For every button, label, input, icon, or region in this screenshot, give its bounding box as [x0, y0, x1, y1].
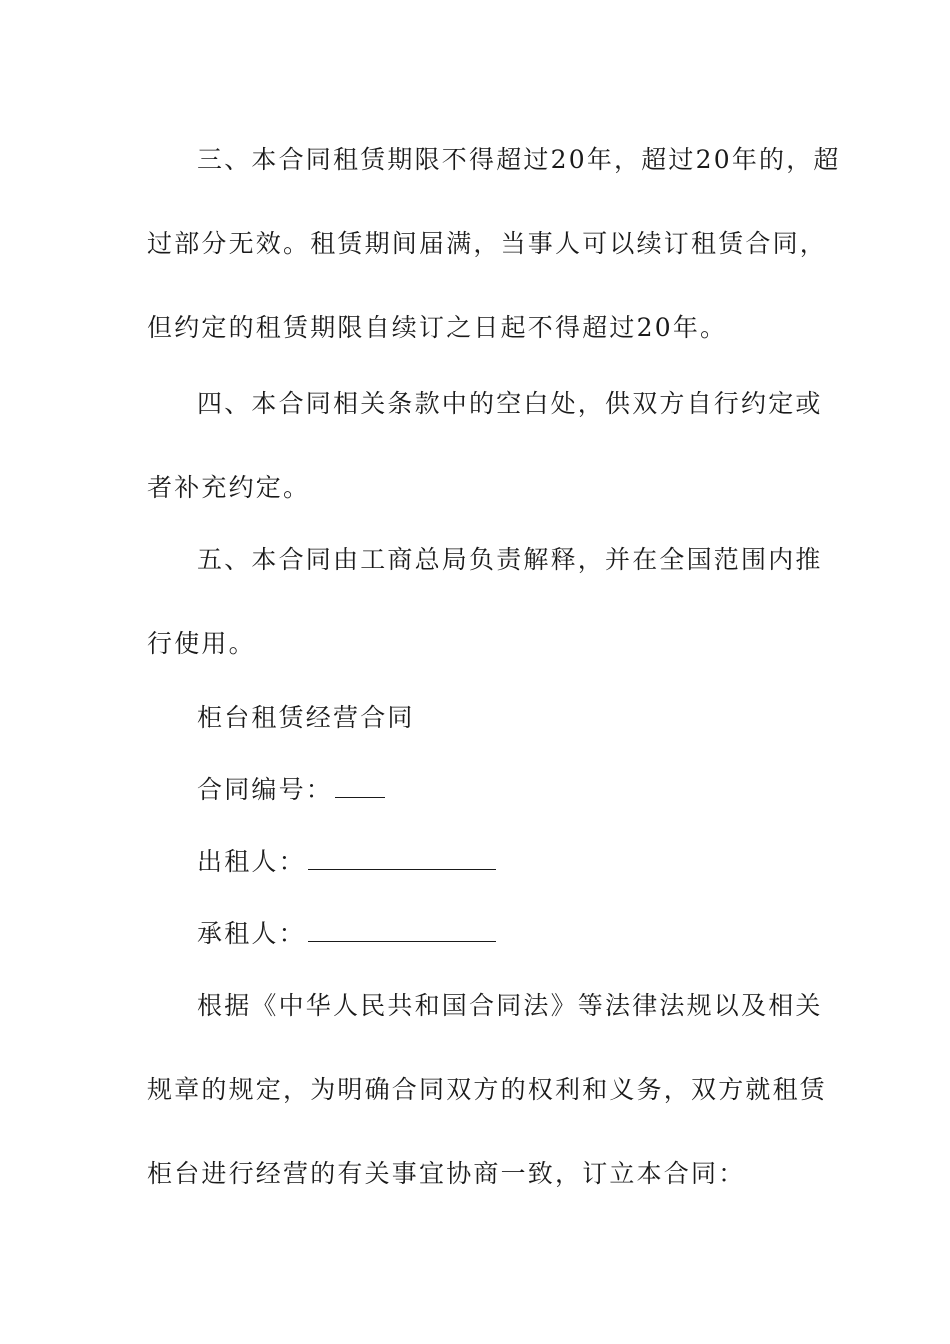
clause-3-line-2: 过部分无效。租赁期间届满，当事人可以续订租赁合同， [147, 229, 828, 258]
lessee-row [197, 919, 496, 949]
preamble-line-1: 根据《中华人民共和国合同法》等法律法规以及相关 [197, 991, 823, 1020]
preamble-line-2: 规章的规定，为明确合同双方的权利和义务，双方就租赁 [147, 1075, 828, 1104]
contract-number-label: 合同编号： [197, 775, 334, 804]
clause-5-line-1: 五、本合同由工商总局负责解释，并在全国范围内推 [197, 545, 823, 574]
contract-number-row [197, 775, 385, 805]
clause-3-line-3: 但约定的租赁期限自续订之日起不得超过20年。 [147, 313, 728, 342]
contract-number-blank [335, 775, 385, 798]
preamble-line-3: 柜台进行经营的有关事宜协商一致，订立本合同： [147, 1159, 746, 1188]
clause-4-line-2: 者补充约定。 [147, 473, 311, 502]
lessor-blank [308, 847, 496, 870]
lessor-label: 出租人： [197, 847, 306, 876]
clause-5-line-2: 行使用。 [147, 629, 256, 658]
lessor-row [197, 847, 496, 877]
clause-3-line-1: 三、本合同租赁期限不得超过20年，超过20年的，超 [197, 145, 841, 174]
lessee-blank [308, 919, 496, 942]
clause-4-line-1: 四、本合同相关条款中的空白处，供双方自行约定或 [197, 389, 823, 418]
lessee-label: 承租人： [197, 919, 306, 948]
contract-title: 柜台租赁经营合同 [197, 703, 415, 732]
